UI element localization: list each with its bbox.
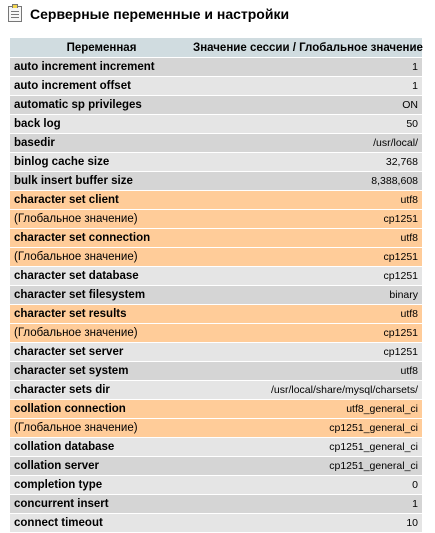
variable-value: utf8 [193, 229, 422, 247]
variable-value: utf8 [193, 191, 422, 209]
table-row [10, 381, 422, 399]
variable-value: utf8_general_ci [193, 400, 422, 418]
global-value-label: (Глобальное значение) [10, 324, 193, 342]
variable-name: connect timeout [10, 514, 193, 532]
variable-value: cp1251 [193, 248, 422, 266]
table-row [10, 267, 422, 285]
table-row [10, 419, 422, 437]
variable-name: completion type [10, 476, 193, 494]
variable-name: character set server [10, 343, 193, 361]
variable-name: basedir [10, 134, 193, 152]
column-header-value[interactable]: Значение сессии / Глобальное значение [193, 38, 422, 57]
table-row [10, 476, 422, 494]
variable-value: 1 [193, 77, 422, 95]
table-row [10, 324, 422, 342]
table-row [10, 362, 422, 380]
variable-value: cp1251_general_ci [193, 438, 422, 456]
variable-value: cp1251 [193, 324, 422, 342]
variable-value: ON [193, 96, 422, 114]
table-row [10, 514, 422, 532]
variable-name: bulk insert buffer size [10, 172, 193, 190]
table-row [10, 172, 422, 190]
variable-value: utf8 [193, 305, 422, 323]
variable-value: 1 [193, 58, 422, 76]
variable-name: character set client [10, 191, 193, 209]
table-row [10, 495, 422, 513]
variable-name: character set database [10, 267, 193, 285]
variable-name: collation connection [10, 400, 193, 418]
column-header-variable[interactable]: Переменная [10, 38, 193, 57]
table-row [10, 210, 422, 228]
variable-name: character set connection [10, 229, 193, 247]
table-row [10, 77, 422, 95]
variable-value: cp1251_general_ci [193, 419, 422, 437]
variable-value: 0 [193, 476, 422, 494]
global-value-label: (Глобальное значение) [10, 210, 193, 228]
variable-value: /usr/local/ [193, 134, 422, 152]
table-row [10, 153, 422, 171]
table-row [10, 58, 422, 76]
table-row [10, 457, 422, 475]
global-value-label: (Глобальное значение) [10, 419, 193, 437]
table-row [10, 115, 422, 133]
server-variables-table [10, 37, 422, 533]
variable-value: cp1251_general_ci [193, 457, 422, 475]
variable-value: 32,768 [193, 153, 422, 171]
page-header [0, 0, 435, 28]
variable-name: auto increment offset [10, 77, 193, 95]
table-row [10, 286, 422, 304]
variable-name: binlog cache size [10, 153, 193, 171]
variable-value: 1 [193, 495, 422, 513]
variable-name: auto increment increment [10, 58, 193, 76]
table-row [10, 343, 422, 361]
global-value-label: (Глобальное значение) [10, 248, 193, 266]
variable-name: character sets dir [10, 381, 193, 399]
variable-name: character set filesystem [10, 286, 193, 304]
table-row [10, 229, 422, 247]
variable-name: automatic sp privileges [10, 96, 193, 114]
notepad-icon [8, 6, 22, 22]
variable-value: 8,388,608 [193, 172, 422, 190]
variable-value: cp1251 [193, 210, 422, 228]
variable-name: character set results [10, 305, 193, 323]
table-row [10, 134, 422, 152]
variable-value: cp1251 [193, 343, 422, 361]
table-row [10, 191, 422, 209]
variable-value: utf8 [193, 362, 422, 380]
page-title: Серверные переменные и настройки [30, 6, 290, 22]
table-row [10, 438, 422, 456]
table-row [10, 96, 422, 114]
variable-value: binary [193, 286, 422, 304]
variable-value: cp1251 [193, 267, 422, 285]
table-row [10, 400, 422, 418]
table-header-row [10, 38, 422, 57]
table-row [10, 248, 422, 266]
variable-name: back log [10, 115, 193, 133]
table-row [10, 305, 422, 323]
variable-name: concurrent insert [10, 495, 193, 513]
variable-value: 10 [193, 514, 422, 532]
variable-value: /usr/local/share/mysql/charsets/ [193, 381, 422, 399]
variable-name: collation database [10, 438, 193, 456]
variable-name: collation server [10, 457, 193, 475]
variable-value: 50 [193, 115, 422, 133]
variable-name: character set system [10, 362, 193, 380]
